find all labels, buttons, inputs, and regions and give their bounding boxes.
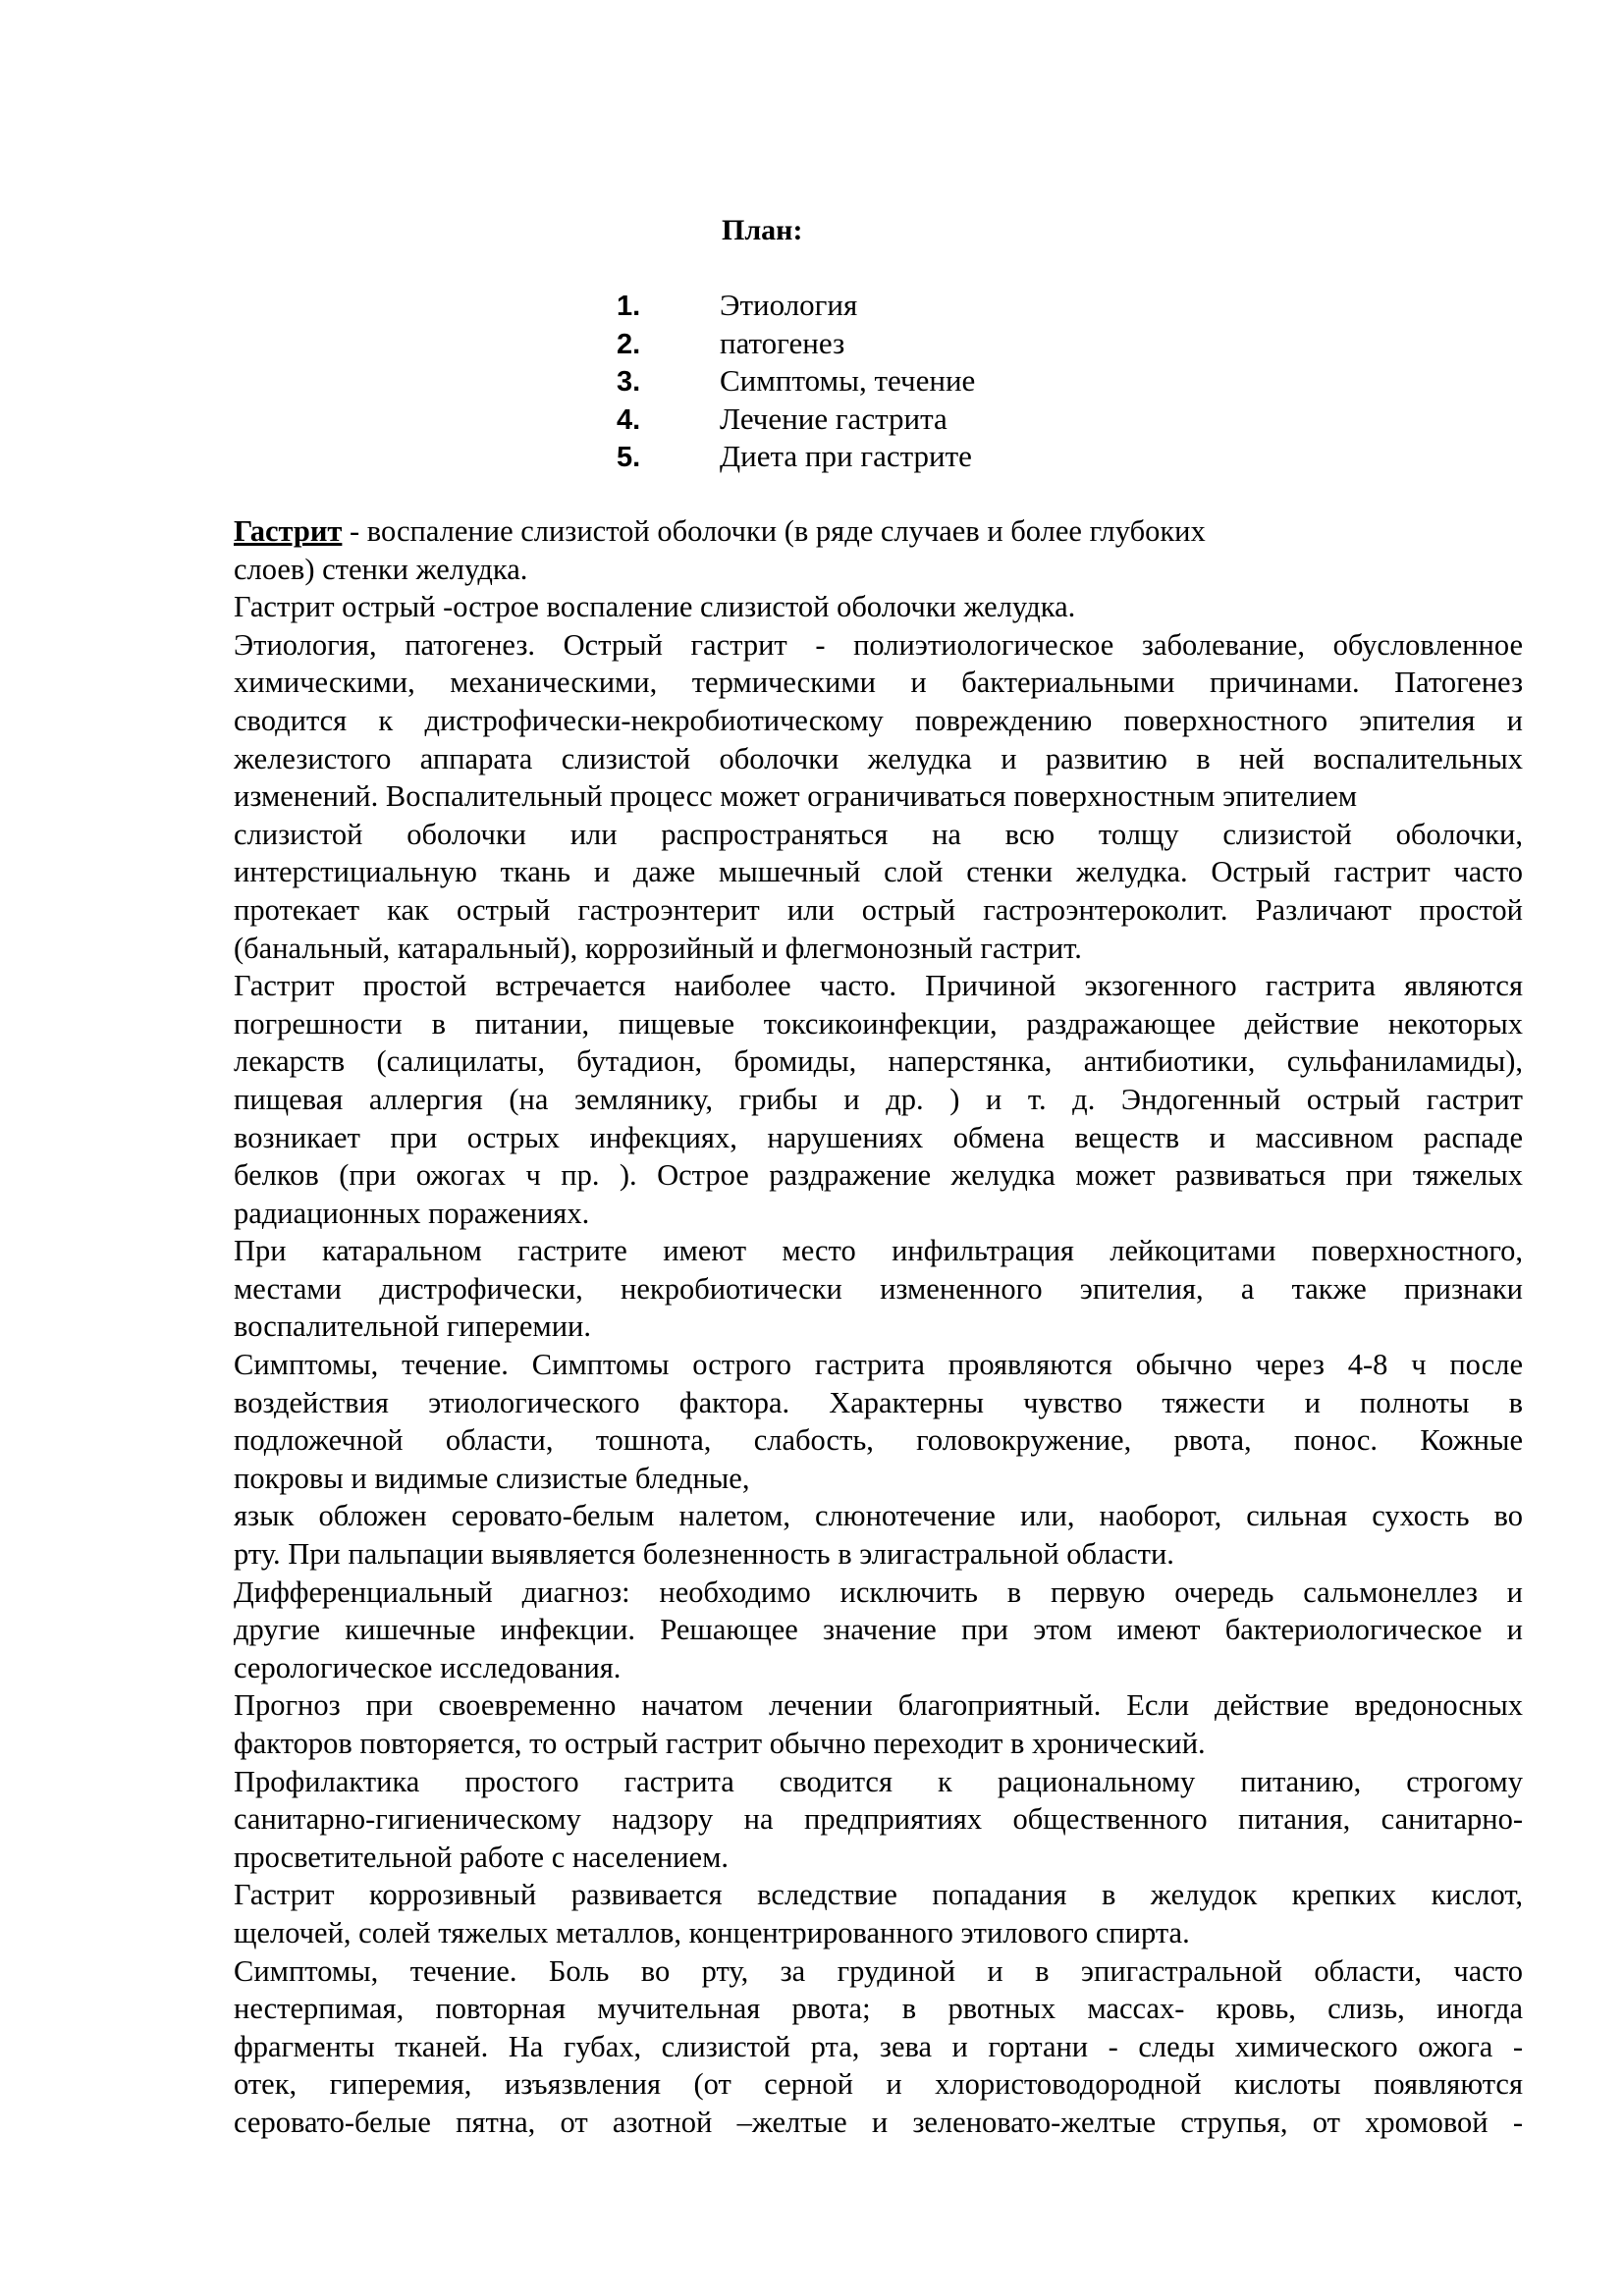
- plan-item-text: Симптомы, течение: [720, 363, 976, 398]
- body-line: покровы и видимые слизистые бледные,: [234, 1461, 750, 1495]
- plan-item-number: 5.: [617, 442, 641, 473]
- plan-list: [617, 287, 975, 476]
- plan-item-number: 2.: [617, 328, 641, 360]
- plan-item: [617, 287, 975, 325]
- body-line: пищевая аллергия (на землянику, грибы и др. ) и т. д. Эндогенный острый гастрит: [234, 1082, 1523, 1116]
- body-line: слизистой оболочки или распространяться на всю толщу слизистой оболочки,: [234, 817, 1523, 851]
- body-line: протекает как острый гастроэнтерит или острый гастроэнтероколит. Различают простой: [234, 892, 1523, 927]
- plan-item-number: 1.: [617, 291, 641, 322]
- body-line: Этиология, патогенез. Острый гастрит - полиэтиологическое заболевание, обусловленное: [234, 627, 1523, 662]
- body-line: факторов повторяется, то острый гастрит обычно переходит в хронический.: [234, 1727, 1206, 1760]
- body-line: лекарств (салицилаты, бутадион, бромиды, наперстянка, антибиотики, сульфаниламиды),: [234, 1044, 1523, 1079]
- document-body: [234, 512, 1523, 2142]
- body-line: Профилактика простого гастрита сводится к рациональному питанию, строгому: [234, 1764, 1523, 1798]
- body-line-first: [234, 512, 1523, 551]
- body-line: другие кишечные инфекции. Решающее значение при этом имеют бактериологическое и: [234, 1613, 1523, 1647]
- body-line: серологическое исследования.: [234, 1650, 622, 1684]
- plan-item-text: Диета при гастрите: [720, 439, 972, 473]
- body-line: щелочей, солей тяжелых металлов, концентрированного этилового спирта.: [234, 1915, 1190, 1949]
- body-line: радиационных поражениях.: [234, 1196, 590, 1230]
- body-line: отек, гиперемия, изъязвления (от серной и хлористоводородной кислоты появляются: [234, 2067, 1523, 2102]
- plan-item-text: патогенез: [720, 325, 845, 360]
- body-line: сводится к дистрофически-некробиотическому повреждению поверхностного эпителия и: [234, 703, 1523, 737]
- body-line: рту. При пальпации выявляется болезненность в элигастральной области.: [234, 1537, 1174, 1572]
- body-line: химическими, механическими, термическими и бактериальными причинами. Патогенез: [234, 666, 1523, 700]
- body-line: воспалительной гиперемии.: [234, 1309, 591, 1344]
- plan-item: [617, 438, 975, 476]
- body-line: Гастрит простой встречается наиболее часто. Причиной экзогенного гастрита являются: [234, 969, 1523, 1003]
- body-line: Прогноз при своевременно начатом лечении благоприятный. Если действие вредоносных: [234, 1688, 1523, 1723]
- plan-item: [617, 400, 975, 439]
- body-line: воздействия этиологического фактора. Характерны чувство тяжести и полноты в: [234, 1385, 1523, 1419]
- plan-item: [617, 325, 975, 363]
- definition-text: - воспаление слизистой оболочки (в ряде случаев и более глубоких: [342, 514, 1206, 548]
- body-line: интерстициальную ткань и даже мышечный слой стенки желудка. Острый гастрит часто: [234, 855, 1523, 889]
- plan-item: [617, 362, 975, 400]
- body-line: слоев) стенки желудка.: [234, 552, 528, 586]
- body-line: Симптомы, течение. Боль во рту, за грудиной и в эпигастральной области, часто: [234, 1953, 1523, 1988]
- plan-item-number: 4.: [617, 403, 641, 436]
- term-gastritis: Гастрит: [234, 514, 343, 548]
- plan-item-number: 3.: [617, 366, 641, 398]
- body-line: нестерпимая, повторная мучительная рвота; в рвотных массах- кровь, слизь, иногда: [234, 1992, 1523, 2026]
- body-line: Гастрит острый -острое воспаление слизистой оболочки желудка.: [234, 590, 1076, 624]
- body-line: При катаральном гастрите имеют место инфильтрация лейкоцитами поверхностного,: [234, 1234, 1523, 1268]
- body-line: Дифференциальный диагноз: необходимо исключить в первую очередь сальмонеллез и: [234, 1575, 1523, 1609]
- body-line: (банальный, катаральный), коррозийный и флегмонозный гастрит.: [234, 931, 1082, 965]
- body-line: погрешности в питании, пищевые токсикоинфекции, раздражающее действие некоторых: [234, 1006, 1523, 1041]
- body-line: возникает при острых инфекциях, нарушениях обмена веществ и массивном распаде: [234, 1120, 1523, 1154]
- body-line: просветительной работе с населением.: [234, 1840, 730, 1874]
- body-line: железистого аппарата слизистой оболочки желудка и развитию в ней воспалительных: [234, 741, 1523, 775]
- body-line: фрагменты тканей. На губах, слизистой рта, зева и гортани - следы химического ожога -: [234, 2029, 1523, 2063]
- body-line: белков (при ожогах ч пр. ). Острое раздражение желудка может развиваться при тяжелых: [234, 1158, 1523, 1193]
- body-line: подложечной области, тошнота, слабость, головокружение, рвота, понос. Кожные: [234, 1423, 1523, 1458]
- plan-title: План:: [722, 214, 803, 246]
- body-line: серовато-белые пятна, от азотной –желтые и зеленовато-желтые струпья, от хромовой -: [234, 2105, 1523, 2139]
- body-line: изменений. Воспалительный процесс может ограничиваться поверхностным эпителием: [234, 779, 1358, 814]
- plan-item-text: Лечение гастрита: [720, 400, 947, 436]
- body-line: язык обложен серовато-белым налетом, слюнотечение или, наоборот, сильная сухость во: [234, 1499, 1523, 1533]
- body-line: санитарно-гигиеническому надзору на предприятиях общественного питания, санитарно-: [234, 1802, 1523, 1837]
- body-line: Гастрит коррозивный развивается вследствие попадания в желудок крепких кислот,: [234, 1878, 1523, 1912]
- plan-item-text: Этиология: [720, 288, 858, 322]
- body-line: местами дистрофически, некробиотически измененного эпителия, а также признаки: [234, 1271, 1523, 1306]
- body-line: Симптомы, течение. Симптомы острого гастрита проявляются обычно через 4-8 ч после: [234, 1348, 1523, 1382]
